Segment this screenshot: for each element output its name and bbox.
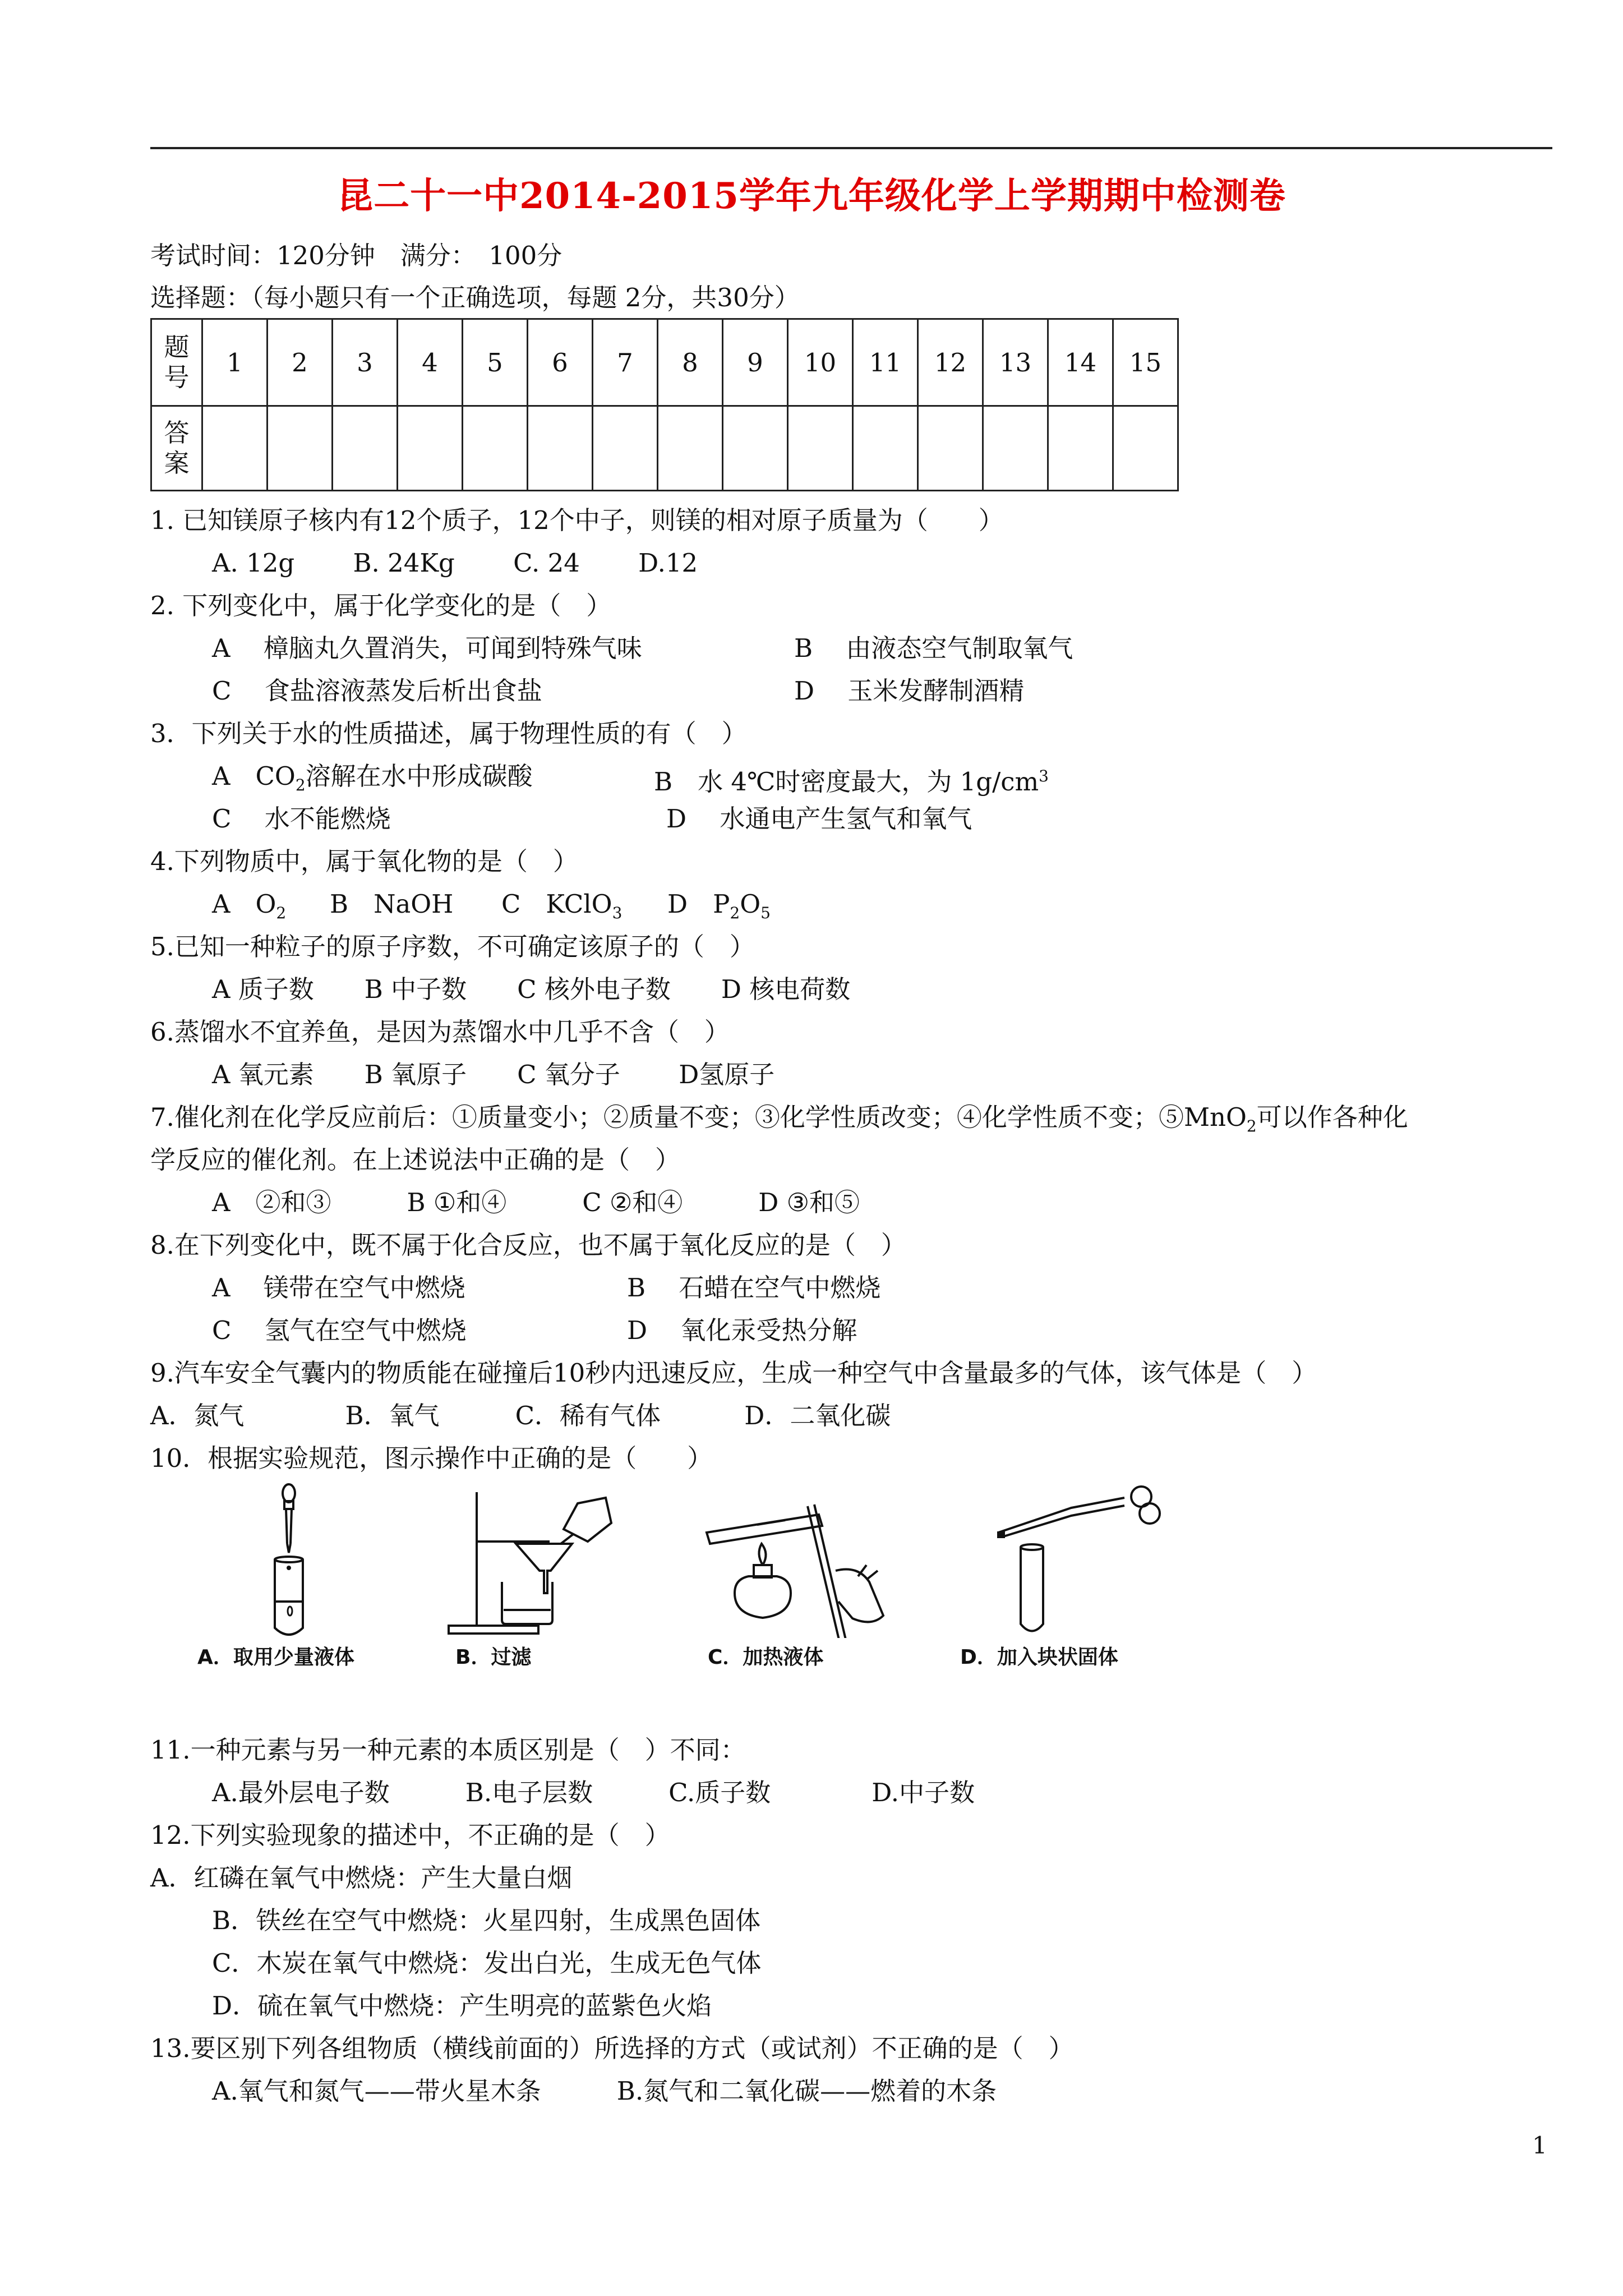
figure-caption-d: D．加入块状固体 bbox=[960, 1646, 1118, 1669]
question-5-options: A 质子数 B 中子数 C 核外电子数 D 核电荷数 bbox=[212, 974, 851, 1004]
question-3-option-d: D 水通电产生氢气和氧气 bbox=[666, 804, 972, 834]
table-row-numbers bbox=[151, 319, 1178, 406]
answer-table bbox=[150, 318, 1179, 491]
question-1-stem: 1. 已知镁原子核内有12个质子，12个中子，则镁的相对原子质量为（ ） bbox=[150, 505, 1004, 535]
question-4-option-c: C KClO$_3$ bbox=[501, 889, 623, 922]
heating-liquid-figure bbox=[695, 1481, 914, 1638]
figure-caption-c: C．加热液体 bbox=[708, 1646, 824, 1669]
table-cell-number: 3 bbox=[333, 319, 398, 406]
question-2-option-a: A 樟脑丸久置消失，可闻到特殊气味 bbox=[212, 633, 642, 663]
header-rule bbox=[150, 147, 1552, 149]
section-header: 选择题：（每小题只有一个正确选项，每题 2分，共30分） bbox=[150, 283, 800, 312]
question-13-options: A.氧气和氮气——带火星木条 B.氮气和二氧化碳——燃着的木条 bbox=[212, 2076, 997, 2106]
question-8-stem: 8.在下列变化中，既不属于化合反应，也不属于氧化反应的是（ ） bbox=[150, 1230, 906, 1260]
exam-info: 考试时间：120分钟 满分： 100分 bbox=[150, 241, 562, 270]
question-4-option-b: B NaOH bbox=[330, 889, 454, 919]
question-12-option-c: C．木炭在氧气中燃烧：发出白光，生成无色气体 bbox=[212, 1948, 762, 1978]
dropper-test-tube-figure bbox=[258, 1481, 342, 1638]
adding-solid-figure bbox=[987, 1481, 1172, 1638]
question-5-stem: 5.已知一种粒子的原子序数，不可确定该原子的（ ） bbox=[150, 932, 755, 961]
table-cell-number: 10 bbox=[788, 319, 853, 406]
question-7-stem-continued: 学反应的催化剂。在上述说法中正确的是（ ） bbox=[150, 1145, 681, 1175]
figure-caption-a: A．取用少量液体 bbox=[197, 1646, 354, 1669]
table-cell-number: 8 bbox=[658, 319, 723, 406]
answer-cell[interactable] bbox=[983, 406, 1048, 491]
question-6-options: A 氧元素 B 氧原子 C 氧分子 D氢原子 bbox=[212, 1060, 775, 1089]
question-8-option-c: C 氢气在空气中燃烧 bbox=[212, 1315, 467, 1345]
table-cell-number: 5 bbox=[463, 319, 528, 406]
answer-cell[interactable] bbox=[463, 406, 528, 491]
answer-cell[interactable] bbox=[528, 406, 593, 491]
figure-caption-b: B．过滤 bbox=[455, 1646, 532, 1669]
question-3-stem: 3．下列关于水的性质描述，属于物理性质的有（ ） bbox=[150, 719, 747, 748]
answer-cell[interactable] bbox=[918, 406, 983, 491]
answer-cell[interactable] bbox=[333, 406, 398, 491]
question-2-option-c: C 食盐溶液蒸发后析出食盐 bbox=[212, 676, 542, 706]
answer-cell[interactable] bbox=[723, 406, 788, 491]
question-12-stem: 12.下列实验现象的描述中，不正确的是（ ） bbox=[150, 1820, 670, 1850]
table-cell-number: 15 bbox=[1113, 319, 1178, 406]
table-cell-number: 14 bbox=[1048, 319, 1113, 406]
question-4-option-a: A $O_2$ bbox=[212, 889, 287, 922]
question-11-stem: 11.一种元素与另一种元素的本质区别是（ ）不同： bbox=[150, 1735, 746, 1765]
question-3-option-a: A $CO_2$溶解在水中形成碳酸 bbox=[212, 761, 533, 794]
table-cell-number: 7 bbox=[593, 319, 658, 406]
question-2-stem: 2. 下列变化中，属于化学变化的是（ ） bbox=[150, 591, 612, 620]
table-cell-number: 1 bbox=[202, 319, 268, 406]
question-11-options: A.最外层电子数 B.电子层数 C.质子数 D.中子数 bbox=[212, 1778, 975, 1807]
question-4-option-d: D $P_2O_5$ bbox=[667, 889, 771, 922]
question-12-option-a: A．红磷在氧气中燃烧：产生大量白烟 bbox=[150, 1863, 573, 1893]
question-7-options: A ②和③ B ①和④ C ②和④ D ③和⑤ bbox=[212, 1188, 860, 1217]
question-10-stem: 10．根据实验规范，图示操作中正确的是（ ） bbox=[150, 1443, 713, 1473]
table-row-answers bbox=[151, 406, 1178, 491]
question-8-option-a: A 镁带在空气中燃烧 bbox=[212, 1273, 465, 1303]
table-cell-number: 6 bbox=[528, 319, 593, 406]
question-7-stem: 7.催化剂在化学反应前后：①质量变小；②质量不变；③化学性质改变；④化学性质不变；⑤MnO$_2$可以作各种化 bbox=[150, 1102, 1408, 1135]
table-cell-number: 11 bbox=[853, 319, 918, 406]
table-cell-number: 13 bbox=[983, 319, 1048, 406]
answer-cell[interactable] bbox=[658, 406, 723, 491]
table-cell-number: 12 bbox=[918, 319, 983, 406]
question-1-options: A. 12g B. 24Kg C. 24 D.12 bbox=[212, 548, 698, 578]
question-2-option-b: B 由液态空气制取氧气 bbox=[794, 633, 1073, 663]
question-2-option-d: D 玉米发酵制酒精 bbox=[794, 676, 1025, 706]
answer-cell[interactable] bbox=[1113, 406, 1178, 491]
answer-cell[interactable] bbox=[788, 406, 853, 491]
question-8-option-b: B 石蜡在空气中燃烧 bbox=[627, 1273, 881, 1303]
answer-cell[interactable] bbox=[268, 406, 333, 491]
question-13-stem: 13.要区别下列各组物质（横线前面的）所选择的方式（或试剂）不正确的是（ ） bbox=[150, 2033, 1074, 2063]
question-9-stem: 9.汽车安全气囊内的物质能在碰撞后10秒内迅速反应，生成一种空气中含量最多的气体，该气体是（ ） bbox=[150, 1358, 1317, 1388]
table-cell-number: 2 bbox=[268, 319, 333, 406]
table-header-answer: 答 案 bbox=[151, 406, 202, 491]
answer-cell[interactable] bbox=[593, 406, 658, 491]
table-cell-number: 4 bbox=[398, 319, 463, 406]
page-title: 昆二十一中2014-2015学年九年级化学上学期期中检测卷 bbox=[337, 175, 1286, 217]
question-12-option-b: B．铁丝在空气中燃烧：火星四射，生成黑色固体 bbox=[212, 1906, 761, 1935]
answer-cell[interactable] bbox=[202, 406, 268, 491]
question-12-option-d: D．硫在氧气中燃烧：产生明亮的蓝紫色火焰 bbox=[212, 1991, 712, 2021]
filtration-figure bbox=[443, 1481, 617, 1638]
question-3-option-b: B 水 4℃时密度最大，为 $1g/cm^3$ bbox=[654, 767, 1049, 797]
table-header-number: 题 号 bbox=[151, 319, 202, 406]
question-8-option-d: D 氧化汞受热分解 bbox=[627, 1315, 857, 1345]
page-number: 1 bbox=[1532, 2132, 1547, 2159]
question-6-stem: 6.蒸馏水不宜养鱼，是因为蒸馏水中几乎不含（ ） bbox=[150, 1017, 730, 1047]
answer-cell[interactable] bbox=[1048, 406, 1113, 491]
question-4-stem: 4.下列物质中，属于氧化物的是（ ） bbox=[150, 846, 578, 876]
question-9-options: A．氮气 B．氧气 C．稀有气体 D．二氧化碳 bbox=[150, 1401, 891, 1430]
table-cell-number: 9 bbox=[723, 319, 788, 406]
answer-cell[interactable] bbox=[853, 406, 918, 491]
answer-cell[interactable] bbox=[398, 406, 463, 491]
question-3-option-c: C 水不能燃烧 bbox=[212, 804, 391, 834]
